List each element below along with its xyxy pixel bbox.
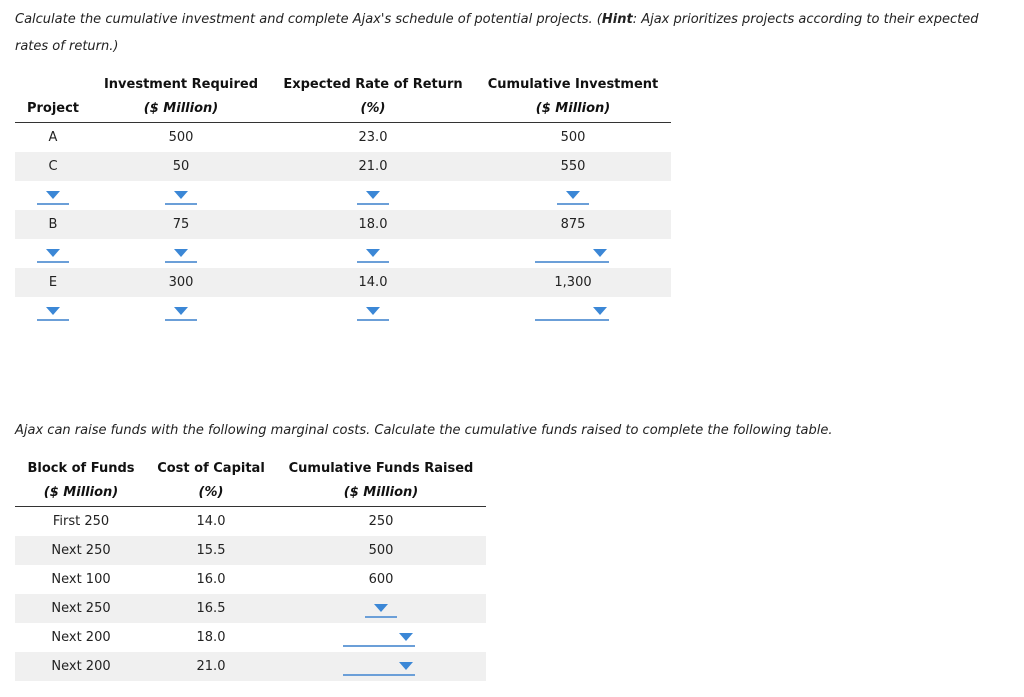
funds-cell-cost: 16.0: [196, 572, 226, 587]
project-cell-return: 23.0: [358, 130, 388, 145]
dropdown-arrow-icon: [566, 191, 580, 199]
project-cell-project: B: [48, 217, 58, 232]
project-cumulative-dropdown[interactable]: [535, 239, 609, 268]
dropdown-underline: [37, 261, 69, 263]
funds-cell-block: Next 200: [51, 659, 111, 674]
funds-cell-cumulative: 500: [368, 543, 394, 558]
project-row: [15, 239, 671, 268]
project-cell-cumulative: 875: [560, 217, 586, 232]
header-cumulative-funds: Cumulative Funds Raised: [288, 461, 474, 476]
funds-cumulative-dropdown[interactable]: [343, 652, 415, 681]
project-cell-cumulative: 550: [560, 159, 586, 174]
instructions-funds: Ajax can raise funds with the following marginal costs. Calculate the cumulative funds raised to complete the following table.: [15, 423, 833, 438]
project-cell-investment: 500: [168, 130, 194, 145]
instructions-projects: Calculate the cumulative investment and complete Ajax's schedule of potential projects. (Hint: Ajax prioritizes projects according to their expected rates of return.): [15, 12, 979, 54]
funds-cumulative-dropdown[interactable]: [343, 623, 415, 652]
dropdown-arrow-icon: [174, 307, 188, 315]
dropdown-arrow-icon: [46, 307, 60, 315]
project-cell-return: 18.0: [358, 217, 388, 232]
funds-cell-block: Next 250: [51, 601, 111, 616]
funds-cell-cost: 14.0: [196, 514, 226, 529]
dropdown-underline: [37, 319, 69, 321]
dropdown-arrow-icon: [593, 307, 607, 315]
project-investment-dropdown[interactable]: [165, 297, 197, 326]
dropdown-underline: [365, 616, 397, 618]
project-project-dropdown[interactable]: [37, 239, 69, 268]
project-cumulative-dropdown[interactable]: [557, 181, 589, 210]
project-investment-dropdown[interactable]: [165, 239, 197, 268]
funds-row: [15, 536, 486, 565]
funds-cumulative-dropdown[interactable]: [365, 594, 397, 623]
header-investment-required: Investment Required: [103, 77, 259, 92]
funds-cell-cumulative: 600: [368, 572, 394, 587]
funds-row: [15, 594, 486, 623]
funds-row: [15, 507, 486, 536]
dropdown-arrow-icon: [399, 662, 413, 670]
project-cell-project: A: [48, 130, 58, 145]
header-cumulative-funds-unit: ($ Million): [343, 485, 419, 500]
project-row: [15, 268, 671, 297]
dropdown-underline: [343, 645, 415, 647]
funds-row: [15, 565, 486, 594]
funds-row: [15, 652, 486, 681]
header-cost-unit: (%): [198, 485, 224, 500]
project-row: [15, 210, 671, 239]
header-block-unit: ($ Million): [43, 485, 119, 500]
dropdown-arrow-icon: [399, 633, 413, 641]
dropdown-underline: [357, 261, 389, 263]
funds-cell-cost: 18.0: [196, 630, 226, 645]
project-cell-return: 21.0: [358, 159, 388, 174]
funds-cell-block: First 250: [52, 514, 110, 529]
header-project: Project: [26, 101, 80, 116]
dropdown-arrow-icon: [46, 249, 60, 257]
project-cell-project: C: [48, 159, 58, 174]
dropdown-arrow-icon: [593, 249, 607, 257]
header-expected-return: Expected Rate of Return: [283, 77, 463, 92]
dropdown-arrow-icon: [366, 191, 380, 199]
project-cell-investment: 300: [168, 275, 194, 290]
header-investment-unit: ($ Million): [143, 101, 219, 116]
project-return-dropdown[interactable]: [357, 181, 389, 210]
funds-cell-cost: 15.5: [196, 543, 226, 558]
dropdown-underline: [535, 319, 609, 321]
dropdown-underline: [357, 203, 389, 205]
dropdown-underline: [343, 674, 415, 676]
funds-row: [15, 623, 486, 652]
dropdown-underline: [357, 319, 389, 321]
dropdown-underline: [557, 203, 589, 205]
dropdown-underline: [165, 261, 197, 263]
project-investment-dropdown[interactable]: [165, 181, 197, 210]
project-row: [15, 181, 671, 210]
funds-cell-cost: 16.5: [196, 601, 226, 616]
project-return-dropdown[interactable]: [357, 239, 389, 268]
dropdown-underline: [37, 203, 69, 205]
funds-cell-cost: 21.0: [196, 659, 226, 674]
project-cell-investment: 75: [172, 217, 190, 232]
project-cell-return: 14.0: [358, 275, 388, 290]
funds-cell-cumulative: 250: [368, 514, 394, 529]
header-cumulative-unit: ($ Million): [535, 101, 611, 116]
dropdown-underline: [165, 319, 197, 321]
project-cell-cumulative: 500: [560, 130, 586, 145]
project-cell-project: E: [48, 275, 58, 290]
header-block-of-funds: Block of Funds: [27, 461, 135, 476]
project-row: [15, 123, 671, 152]
dropdown-arrow-icon: [46, 191, 60, 199]
project-cumulative-dropdown[interactable]: [535, 297, 609, 326]
project-project-dropdown[interactable]: [37, 181, 69, 210]
project-cell-investment: 50: [172, 159, 190, 174]
header-cumulative-investment: Cumulative Investment: [487, 77, 659, 92]
project-project-dropdown[interactable]: [37, 297, 69, 326]
dropdown-arrow-icon: [174, 191, 188, 199]
project-row: [15, 152, 671, 181]
dropdown-arrow-icon: [366, 307, 380, 315]
header-return-unit: (%): [360, 101, 386, 116]
project-return-dropdown[interactable]: [357, 297, 389, 326]
dropdown-arrow-icon: [366, 249, 380, 257]
dropdown-underline: [165, 203, 197, 205]
funds-cell-block: Next 100: [51, 572, 111, 587]
dropdown-arrow-icon: [174, 249, 188, 257]
project-row: [15, 297, 671, 326]
funds-cell-block: Next 200: [51, 630, 111, 645]
header-cost-of-capital: Cost of Capital: [157, 461, 265, 476]
project-cell-cumulative: 1,300: [554, 275, 592, 290]
dropdown-arrow-icon: [374, 604, 388, 612]
funds-cell-block: Next 250: [51, 543, 111, 558]
dropdown-underline: [535, 261, 609, 263]
